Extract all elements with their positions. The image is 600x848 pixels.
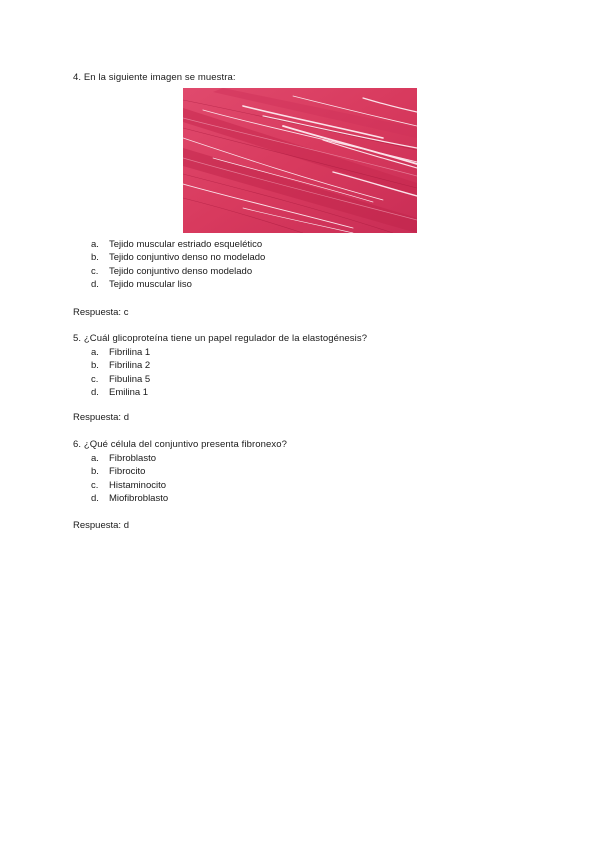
question-4-options bbox=[91, 238, 265, 292]
option-b: b. Fibrilina 2 bbox=[91, 360, 151, 372]
question-5-options bbox=[91, 346, 150, 400]
option-b: b. Fibrocito bbox=[91, 466, 146, 478]
option-c: c. Histaminocito bbox=[91, 479, 167, 491]
question-5-title: 5. ¿Cuál glicoproteína tiene un papel regulador de la elastogénesis? bbox=[73, 333, 368, 344]
option-a: a. Fibroblasto bbox=[91, 453, 156, 464]
option-d: d. Tejido muscular liso bbox=[91, 279, 192, 291]
option-a: a. Fibrilina 1 bbox=[91, 347, 151, 358]
question-6-answer: Respuesta: d bbox=[73, 520, 129, 531]
option-c: c. Tejido conjuntivo denso modelado bbox=[91, 265, 253, 277]
question-4-answer: Respuesta: c bbox=[73, 307, 129, 318]
option-d: d. Miofibroblasto bbox=[91, 493, 169, 505]
option-c: c. Fibulina 5 bbox=[91, 373, 151, 385]
question-5-answer: Respuesta: d bbox=[73, 412, 129, 423]
option-b: b. Tejido conjuntivo denso no modelado bbox=[91, 252, 266, 264]
option-d: d. Emilina 1 bbox=[91, 387, 149, 399]
question-4-title: 4. En la siguiente imagen se muestra: bbox=[73, 72, 236, 83]
question-6-options bbox=[91, 452, 168, 506]
option-a: a. Tejido muscular estriado esquelético bbox=[91, 239, 263, 250]
histology-micrograph-image bbox=[183, 88, 417, 233]
question-6-title: 6. ¿Qué célula del conjuntivo presenta fibronexo? bbox=[73, 439, 288, 450]
